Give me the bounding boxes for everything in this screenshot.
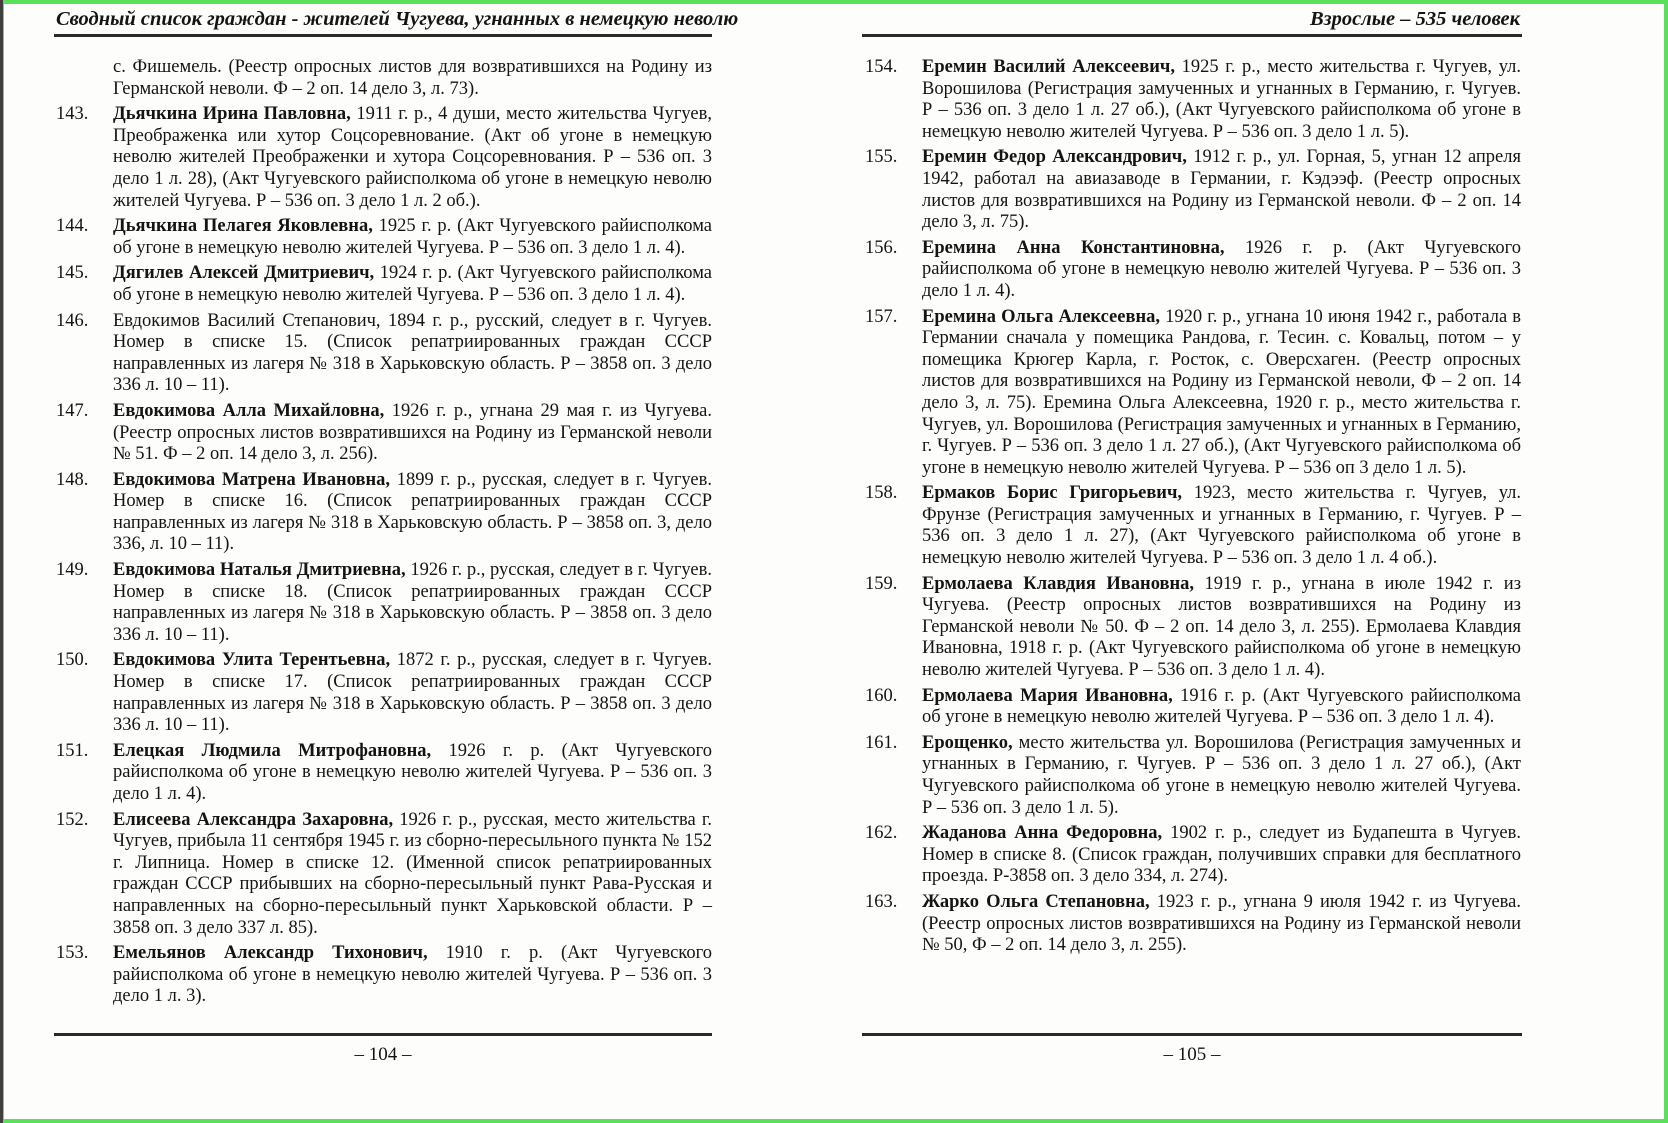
entry-text [113, 57, 712, 100]
entry-number: 163. [865, 891, 898, 912]
entry-number: 156. [865, 237, 898, 258]
entry-text [113, 560, 712, 646]
entry-text [922, 733, 1521, 819]
entry-number: 158. [865, 483, 898, 504]
entry-number: 143. [56, 104, 89, 125]
list-item [865, 686, 1521, 729]
page-number-right: – 105 – [1163, 1044, 1221, 1065]
entry-text [113, 401, 712, 466]
page-number-left: – 104 – [354, 1044, 412, 1065]
entry-text [922, 574, 1521, 682]
entry-details: 1920 г. р., угнана 10 июня 1942 г., работала в Германии сначала у помещика Рандова, г. Тесин. с. Ковальц, потом – у помещика Крюгер Карла, г. Росток, с. Оверсхаген. (Реестр опросных листов для возвратившихся на Родину из Германской неволи, Ф – 2 оп. 14 дело 3, л. 75). Еремина Ольга Алексеевна, 1920 г. р., место жительства г. Чугуев, ул. Ворошилова (Регистрация замученных и угнанных в Германию, г. Чугуев. Р – 536 оп. 3 дело 1 л. 27 об.), (Акт Чугуевского райисполкома об угоне в немецкую неволю жителей Чугуева. Р – 536 оп 3 дело 1 л. 5). [922, 306, 1522, 478]
entry-person-name: Ерощенко, [922, 732, 1013, 753]
entry-number: 159. [865, 573, 898, 594]
entry-text [113, 741, 712, 806]
entry-number: 152. [56, 809, 89, 830]
entry-details: 1872 г. р., русская, следует в г. Чугуев. Номер в списке 17. (Список репатриированных граждан СССР направленных из лагеря № 318 в Харьковскую область. Р – 3858 оп. 3 дело 336 л. 10 – 11). [113, 650, 712, 736]
entry-text [113, 104, 712, 212]
list-item [56, 943, 712, 1008]
page-105-entries [865, 57, 1521, 961]
list-item [56, 263, 712, 306]
entry-person-name: Дьячкина Пелагея Яковлевна, [113, 216, 373, 237]
entry-details: 1916 г. р. (Акт Чугуевского райисполкома об угоне в немецкую неволю жителей Чугуева. Р – 536 оп. 3 дело 1 л. 4). [922, 685, 1521, 728]
entry-number: 162. [865, 823, 898, 844]
entry-text [922, 57, 1521, 143]
entry-number: 147. [56, 400, 89, 421]
entry-text [113, 216, 712, 259]
entry-text [922, 823, 1521, 888]
entry-person-name: Ермаков Борис Григорьевич, [922, 483, 1183, 504]
entry-person-name: Ермолаева Клавдия Ивановна, [922, 573, 1195, 594]
entry-text [113, 311, 712, 397]
entry-details: место жительства ул. Ворошилова (Регистрация замученных и угнанных в Германию, г. Чугуев. Р – 536 оп. 3 дело 1 л. 27 об.), (Акт Чугуевского райисполкома об угоне в немецкую неволю жителей Чугуева. Р – 536 оп. 3 дело 1 л. 5). [922, 732, 1521, 818]
entry-text [113, 263, 712, 306]
entry-person-name: Емельянов Александр Тихонович, [113, 943, 428, 964]
entry-details: Евдокимов Василий Степанович, 1894 г. р., русский, следует в г. Чугуев. Номер в списке 15. (Список репатриированных граждан СССР направленных из лагеря № 318 в Харьковскую область. Р – 3858 оп. 3 дело 336 л. 10 – 11). [113, 310, 712, 396]
entry-number: 150. [56, 650, 89, 671]
entry-details: 1919 г. р., угнана в июле 1942 г. из Чугуева. (Реестр опросных листов возвратившихся на Родину из Германской неволи № 50. Ф – 2 оп. 14 дело 3, л. 255). Ермолаева Клавдия Ивановна, 1918 г. р. (Акт Чугуевского райисполкома об угоне в немецкую неволю жителей Чугуева. Р – 536 оп. 3 дело 1 л. 4). [922, 573, 1522, 681]
entry-details: 1912 г. р., ул. Горная, 5, угнан 12 апреля 1942, работал на авиазаводе в Германии, г. Кэдээф. (Реестр опросных листов для возвратившихся на Родину из Германской неволи. Ф – 2 оп. 14 дело 3, л. 75). [922, 147, 1522, 233]
entry-number: 153. [56, 943, 89, 964]
entry-person-name: Ермолаева Мария Ивановна, [922, 685, 1173, 706]
list-item [865, 238, 1521, 303]
entry-person-name: Еремина Анна Константиновна, [922, 237, 1225, 258]
entry-number: 160. [865, 685, 898, 706]
header-rule-left [54, 34, 712, 37]
entry-details: 1923 г. р., угнана 9 июля 1942 г. из Чугуева. (Реестр опросных листов возвратившихся на Родину из Германской неволи № 50, Ф – 2 оп. 14 дело 3, л. 255). [922, 891, 1521, 956]
running-header-left: Сводный список граждан - жителей Чугуева, угнанных в немецкую неволю [56, 8, 739, 30]
entry-text [113, 810, 712, 940]
entry-text [922, 686, 1521, 729]
entry-details: 1924 г. р. (Акт Чугуевского райисполкома об угоне в немецкую неволю жителей Чугуева. Р – 536 оп. 3 дело 1 л. 4). [113, 263, 712, 305]
list-item [865, 823, 1521, 888]
list-item [865, 57, 1521, 143]
entry-person-name: Еремина Ольга Алексеевна, [922, 306, 1160, 327]
list-item [56, 401, 712, 466]
entry-number: 146. [56, 310, 89, 331]
entry-text [922, 892, 1521, 957]
entry-details: 1926 г. р., угнана 29 мая г. из Чугуева. (Реестр опросных листов возвратившихся на Родину из Германской неволи № 51. Ф – 2 оп. 14 дело 3, л. 256). [113, 400, 712, 465]
list-item [865, 147, 1521, 233]
entry-details: 1926 г. р., русская, следует в г. Чугуев. Номер в списке 18. (Список репатриированных граждан СССР направленных из лагеря № 318 в Харьковскую область. Р – 3858 оп. 3 дело 336 л. 10 – 11). [113, 560, 712, 645]
entry-number: 144. [56, 216, 89, 237]
list-item [56, 650, 712, 736]
entry-number: 148. [56, 469, 89, 490]
list-item [56, 741, 712, 806]
entry-details: 1925 г. р. (Акт Чугуевского райисполкома об угоне в немецкую неволю жителей Чугуева. Р – 536 оп. 3 дело 1 л. 4). [113, 216, 712, 258]
entry-number: 145. [56, 263, 89, 284]
entry-number: 151. [56, 740, 89, 761]
entry-details: 1923, место жительства г. Чугуев, ул. Фрунзе (Регистрация замученных и угнанных в Германию, г. Чугуев. Р – 536 оп. 3 дело 1 л. 27), (Акт Чугуевского райисполкома об угоне в немецкую неволю жителей Чугуева. Р – 536 оп. 3 дело 1 л. 4 об.). [922, 483, 1521, 569]
entry-details: 1910 г. р. (Акт Чугуевского райисполкома об угоне в немецкую неволю жителей Чугуева. Р – 536 оп. 3 дело 1 л. 3). [113, 943, 712, 1007]
entry-details: 1926 г. р., русская, место жительства г. Чугуев, прибыла 11 сентября 1945 г. из сборно-пересыльного пункта № 152 г. Липница. Номер в списке 12. (Именной список репатриированных граждан СССР прибывших на сборно-пересыльный пункт Рава-Русская и направленных на сборно-пересыльный пункт Харьковской области. Р – 3858 оп. 3 дело 337 л. 85). [113, 809, 713, 938]
entry-text [922, 238, 1521, 303]
entry-number: 154. [865, 57, 898, 77]
entry-number: 149. [56, 560, 89, 581]
entry-details: с. Фишемель. (Реестр опросных листов для возвратившихся на Родину из Германской неволи. Ф – 2 оп. 14 дело 3, л. 73). [113, 57, 712, 99]
entry-person-name: Евдокимова Улита Терентьевна, [113, 650, 391, 671]
entry-details: 1926 г. р. (Акт Чугуевского райисполкома об угоне в немецкую неволю жителей Чугуева. Р – 536 оп. 3 дело 1 л. 4). [113, 740, 712, 804]
entry-text [113, 470, 712, 556]
entry-details: 1902 г. р., следует из Будапешта в Чугуев. Номер в списке 8. (Список граждан, получивших справки для бесплатного проезда. Р-3858 оп. 3 дело 334, л. 274). [922, 823, 1521, 887]
list-item [865, 483, 1521, 569]
list-item [865, 733, 1521, 819]
entry-details: 1911 г. р., 4 души, место жительства Чугуев, Преображенка или хутор Соцсоревнование. (Акт об угоне в немецкую неволю жителей Преображенки и хутора Соцсоревнования. Р – 536 оп. 3 дело 1 л. 28), (Акт Чугуевского райисполкома об угоне в немецкую неволю жителей Чугуева. Р – 536 оп. 3 дело 1 л. 2 об.). [113, 104, 712, 211]
entry-details: 1899 г. р., русская, следует в г. Чугуев. Номер в списке 16. (Список репатриированных граждан СССР направленных из лагеря № 318 в Харьковскую область. Р – 3858 оп. 3, дело 336, л. 10 – 11). [113, 469, 712, 555]
entry-person-name: Елисеева Александра Захаровна, [113, 809, 394, 830]
entry-details: 1926 г. р. (Акт Чугуевского райисполкома об угоне в немецкую неволю жителей Чугуева. Р – 536 оп. 3 дело 1 л. 4). [922, 237, 1521, 301]
page-sheet [4, 4, 1664, 1119]
entry-person-name: Дьячкина Ирина Павловна, [113, 104, 351, 125]
entry-text [113, 943, 712, 1008]
entry-person-name: Евдокимова Алла Михайловна, [113, 400, 385, 421]
entry-text [922, 307, 1521, 480]
list-item [865, 892, 1521, 957]
list-item [56, 57, 712, 100]
entry-number: 155. [865, 147, 898, 168]
entry-text [922, 483, 1521, 569]
scan-left-edge [0, 0, 3, 1123]
entry-person-name: Елецкая Людмила Митрофановна, [113, 740, 432, 761]
entry-person-name: Евдокимова Наталья Дмитриевна, [113, 560, 406, 581]
entry-person-name: Жарко Ольга Степановна, [922, 891, 1150, 912]
entry-number: 157. [865, 306, 898, 327]
entry-text [922, 147, 1521, 233]
list-item [56, 560, 712, 646]
footer-rule-right [862, 1033, 1522, 1036]
list-item [56, 104, 712, 212]
list-item [56, 470, 712, 556]
entry-details: 1925 г. р., место жительства г. Чугуев, ул. Ворошилова (Регистрация замученных и угнанных в Германию, г. Чугуев. Р – 536 оп. 3 дело 1 л. 27 об.), (Акт Чугуевского райисполкома об угоне в немецкую неволю жителей Чугуева. Р – 536 оп. 3 дело 1 л. 5). [922, 57, 1522, 142]
list-item [56, 311, 712, 397]
entry-number [56, 57, 113, 100]
page-104-entries [56, 57, 712, 1012]
entry-number: 161. [865, 732, 898, 753]
entry-person-name: Еремин Федор Александрович, [922, 147, 1187, 168]
running-header-right: Взрослые – 535 человек [1309, 8, 1520, 30]
entry-person-name: Еремин Василий Алексеевич, [922, 57, 1175, 77]
header-rule-right [862, 34, 1522, 37]
list-item [56, 216, 712, 259]
entry-person-name: Жаданова Анна Федоровна, [922, 823, 1163, 844]
list-item [56, 810, 712, 940]
entry-person-name: Дягилев Алексей Дмитриевич, [113, 263, 375, 284]
list-item [865, 574, 1521, 682]
entry-text [113, 650, 712, 736]
entry-person-name: Евдокимова Матрена Ивановна, [113, 469, 391, 490]
list-item [865, 307, 1521, 480]
footer-rule-left [54, 1033, 712, 1036]
